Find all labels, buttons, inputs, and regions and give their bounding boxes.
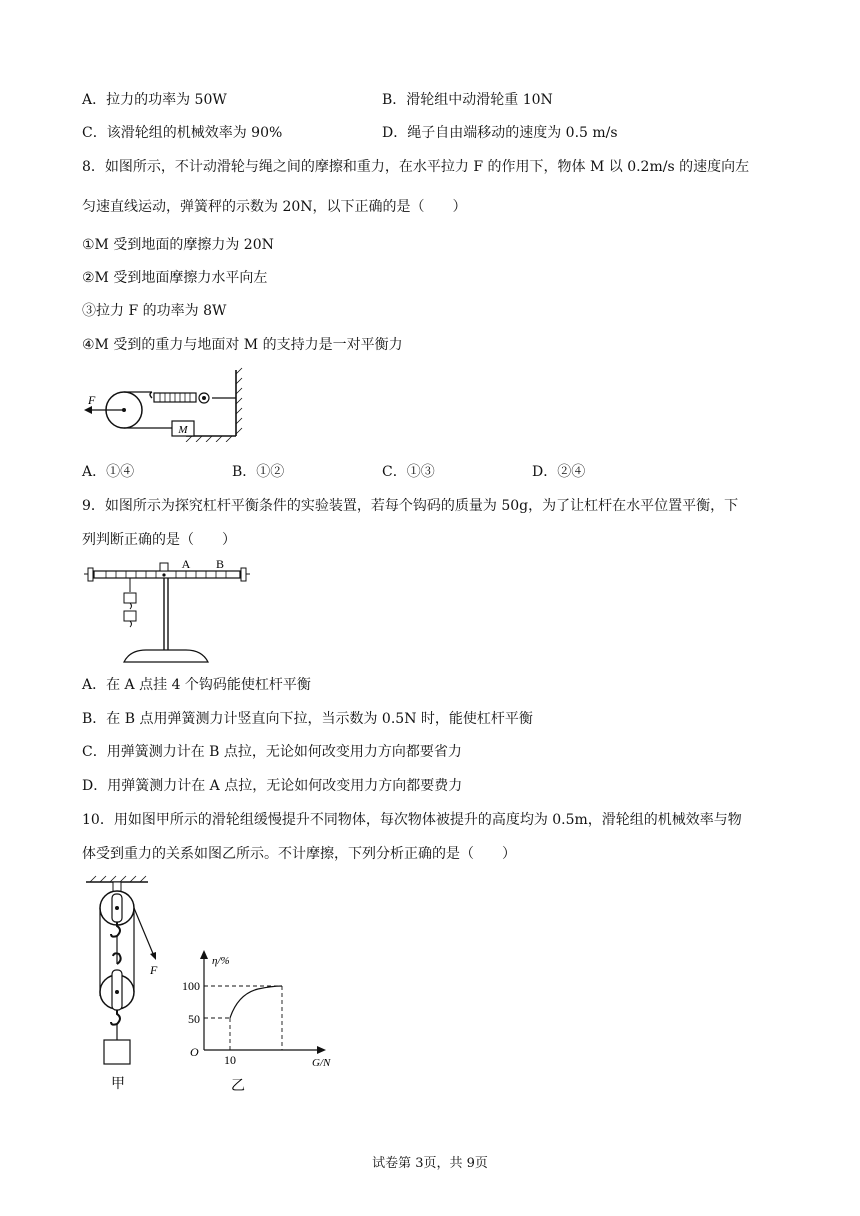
q8-statement-1: ①M 受到地面的摩擦力为 20N bbox=[82, 237, 274, 253]
q10-figure-jia-caption: 甲 bbox=[111, 1076, 125, 1092]
graph-y-axis-label: η/% bbox=[212, 955, 230, 967]
q7-option-b: B．滑轮组中动滑轮重 10N bbox=[382, 92, 553, 108]
q8-option-d: D．②④ bbox=[532, 464, 586, 480]
graph-y-tick-50: 50 bbox=[188, 1012, 200, 1026]
graph-y-tick-100: 100 bbox=[182, 979, 200, 993]
q9-stem-line1: 9．如图所示为探究杠杆平衡条件的实验装置，若每个钩码的质量为 50g，为了让杠杆在水平位置平衡，下 bbox=[82, 498, 739, 514]
q9-lever-figure bbox=[84, 556, 250, 666]
q8-stem-line1: 8．如图所示，不计动滑轮与绳之间的摩擦和重力，在水平拉力 F 的作用下，物体 M 以 0.2m/s 的速度向左 bbox=[82, 159, 750, 175]
q9-point-b-label: B bbox=[215, 557, 225, 571]
q8-block-label: M bbox=[178, 424, 188, 436]
q7-option-a: A．拉力的功率为 50W bbox=[82, 92, 227, 108]
q8-option-b: B．①② bbox=[232, 464, 285, 480]
q9-option-d: D．用弹簧测力计在 A 点拉，无论如何改变用力方向都要费力 bbox=[82, 778, 463, 794]
q8-statement-3: ③拉力 F 的功率为 8W bbox=[82, 303, 227, 319]
q10-stem-line2: 体受到重力的关系如图乙所示。不计摩擦，下列分析正确的是（ ） bbox=[82, 846, 516, 862]
q9-option-b: B．在 B 点用弹簧测力计竖直向下拉，当示数为 0.5N 时，能使杠杆平衡 bbox=[82, 711, 533, 727]
graph-x-axis-label: G/N bbox=[312, 1057, 331, 1069]
q8-statement-4: ④M 受到的重力与地面对 M 的支持力是一对平衡力 bbox=[82, 337, 403, 353]
q10-pulley-block-figure bbox=[82, 874, 172, 1096]
page-footer: 试卷第 3页，共 9页 bbox=[372, 1156, 488, 1171]
q7-option-c: C．该滑轮组的机械效率为 90% bbox=[82, 125, 283, 141]
q10-force-label: F bbox=[150, 963, 158, 977]
graph-origin-label: O bbox=[190, 1045, 199, 1059]
q10-stem-line1: 10．用如图甲所示的滑轮组缓慢提升不同物体，每次物体被提升的高度均为 0.5m，滑轮组的机械效率与物 bbox=[82, 812, 742, 828]
q8-force-label: F bbox=[88, 393, 96, 407]
q8-option-a: A．①④ bbox=[82, 464, 135, 480]
graph-x-tick-10: 10 bbox=[224, 1053, 236, 1067]
q10-figure-yi-caption: 乙 bbox=[231, 1078, 245, 1094]
q10-efficiency-graph bbox=[180, 950, 340, 1096]
q9-stem-line2: 列判断正确的是（ ） bbox=[82, 532, 236, 548]
q8-pulley-figure bbox=[82, 366, 252, 442]
q9-option-c: C．用弹簧测力计在 B 点拉，无论如何改变用力方向都要省力 bbox=[82, 744, 462, 760]
q8-statement-2: ②M 受到地面摩擦力水平向左 bbox=[82, 270, 268, 286]
q8-stem-line2: 匀速直线运动，弹簧秤的示数为 20N，以下正确的是（ ） bbox=[82, 199, 467, 215]
q8-option-c: C．①③ bbox=[382, 464, 435, 480]
q9-point-a-label: A bbox=[181, 557, 191, 571]
q7-option-d: D．绳子自由端移动的速度为 0.5 m/s bbox=[382, 125, 618, 141]
q9-option-a: A．在 A 点挂 4 个钩码能使杠杆平衡 bbox=[82, 677, 311, 693]
